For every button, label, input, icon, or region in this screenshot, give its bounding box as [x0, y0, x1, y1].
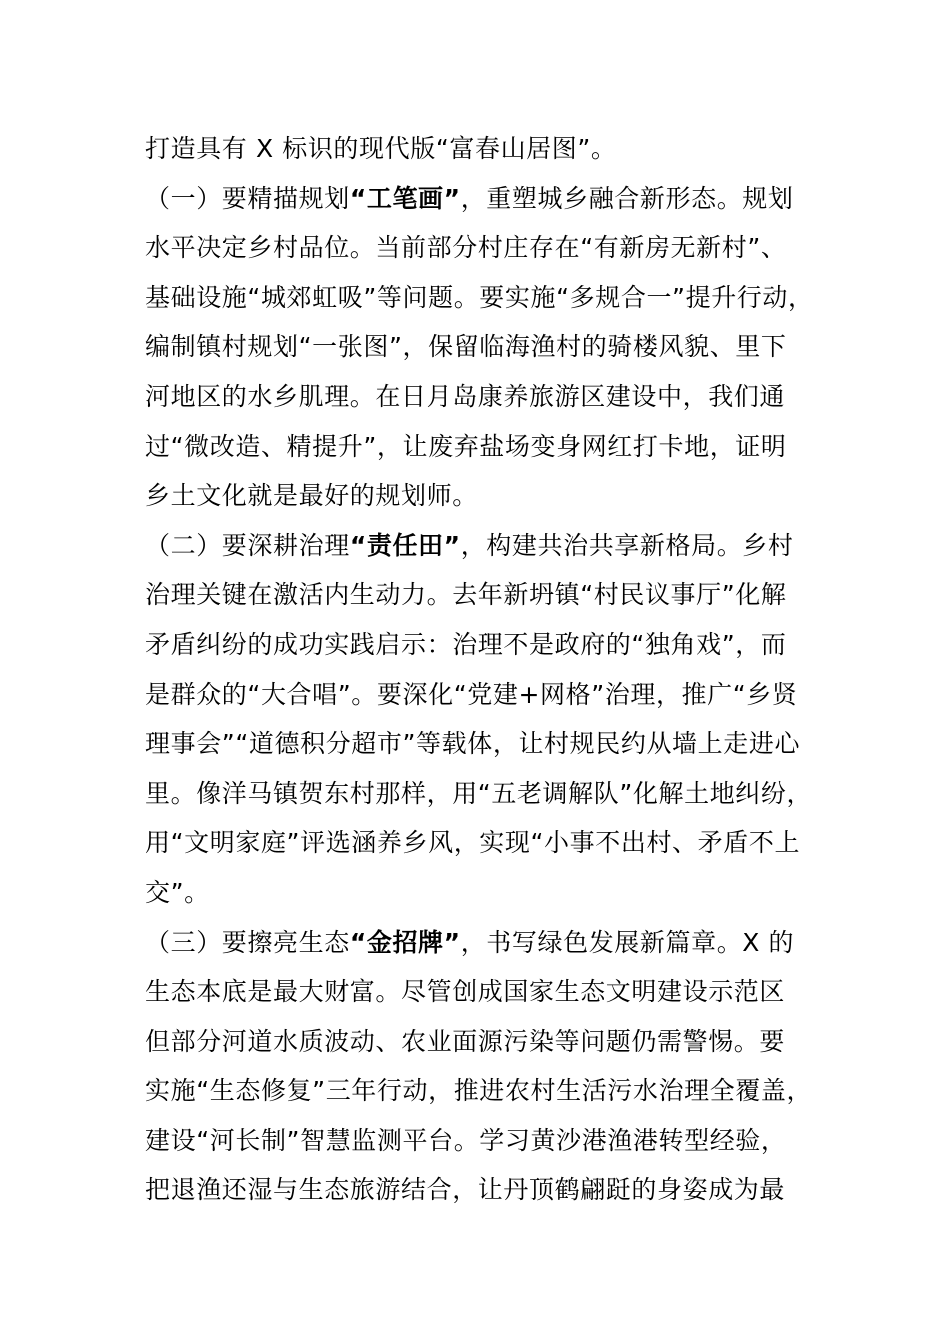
emphasis-term: “责任田”: [349, 530, 461, 560]
text-line: 是群众的“大合唱”。要深化“党建+网格”治理，推广“乡贤: [145, 679, 798, 709]
text-line: 河地区的水乡肌理。在日月岛康养旅游区建设中，我们通: [145, 381, 786, 411]
text-line: 但部分河道水质波动、农业面源污染等问题仍需警惕。要: [145, 1026, 786, 1056]
text-line: 基础设施“城郊虹吸”等问题。要实施“多规合一”提升行动，: [145, 282, 814, 312]
text-line: 把退渔还湿与生态旅游结合，让丹顶鹤翩跹的身姿成为最: [145, 1175, 786, 1205]
text-line: 治理关键在激活内生动力。去年新坍镇“村民议事厅”化解: [145, 580, 787, 610]
text-line: 过“微改造、精提升”，让废弃盐场变身网红打卡地，证明: [145, 431, 787, 461]
text-line: 用“文明家庭”评选涵养乡风，实现“小事不出村、矛盾不上: [145, 828, 801, 858]
text-line: 交”。: [145, 877, 210, 907]
text-line: 建设“河长制”智慧监测平台。学习黄沙港渔港转型经验，: [145, 1125, 787, 1155]
text-line: 矛盾纠纷的成功实践启示：治理不是政府的“独角戏”，而: [145, 629, 787, 659]
text-line: 理事会”“道德积分超市”等载体，让村规民约从墙上走进心: [145, 729, 801, 759]
section-heading-two: （二）要深耕治理“责任田”，构建共治共享新格局。乡村: [145, 530, 794, 560]
text-line: 水平决定乡村品位。当前部分村庄存在“有新房无新村”、: [145, 233, 787, 263]
section-heading-three: （三）要擦亮生态“金招牌”，书写绿色发展新篇章。X 的: [145, 927, 795, 957]
section-heading-one: （一）要精描规划“工笔画”，重塑城乡融合新形态。规划: [145, 183, 794, 213]
document-body: [145, 124, 835, 1215]
text-line: 实施“生态修复”三年行动，推进农村生活污水治理全覆盖，: [145, 1076, 813, 1106]
text-line: 乡土文化就是最好的规划师。: [145, 481, 478, 511]
text-line: 生态本底是最大财富。尽管创成国家生态文明建设示范区: [145, 977, 786, 1007]
text-line: 打造具有 X 标识的现代版“富春山居图”。: [145, 134, 617, 163]
text-line: 编制镇村规划“一张图”，保留临海渔村的骑楼风貌、里下: [145, 332, 787, 362]
emphasis-term: “工笔画”: [349, 183, 461, 213]
text-line: 里。像洋马镇贺东村那样，用“五老调解队”化解土地纠纷，: [145, 778, 813, 808]
emphasis-term: “金招牌”: [349, 927, 461, 957]
